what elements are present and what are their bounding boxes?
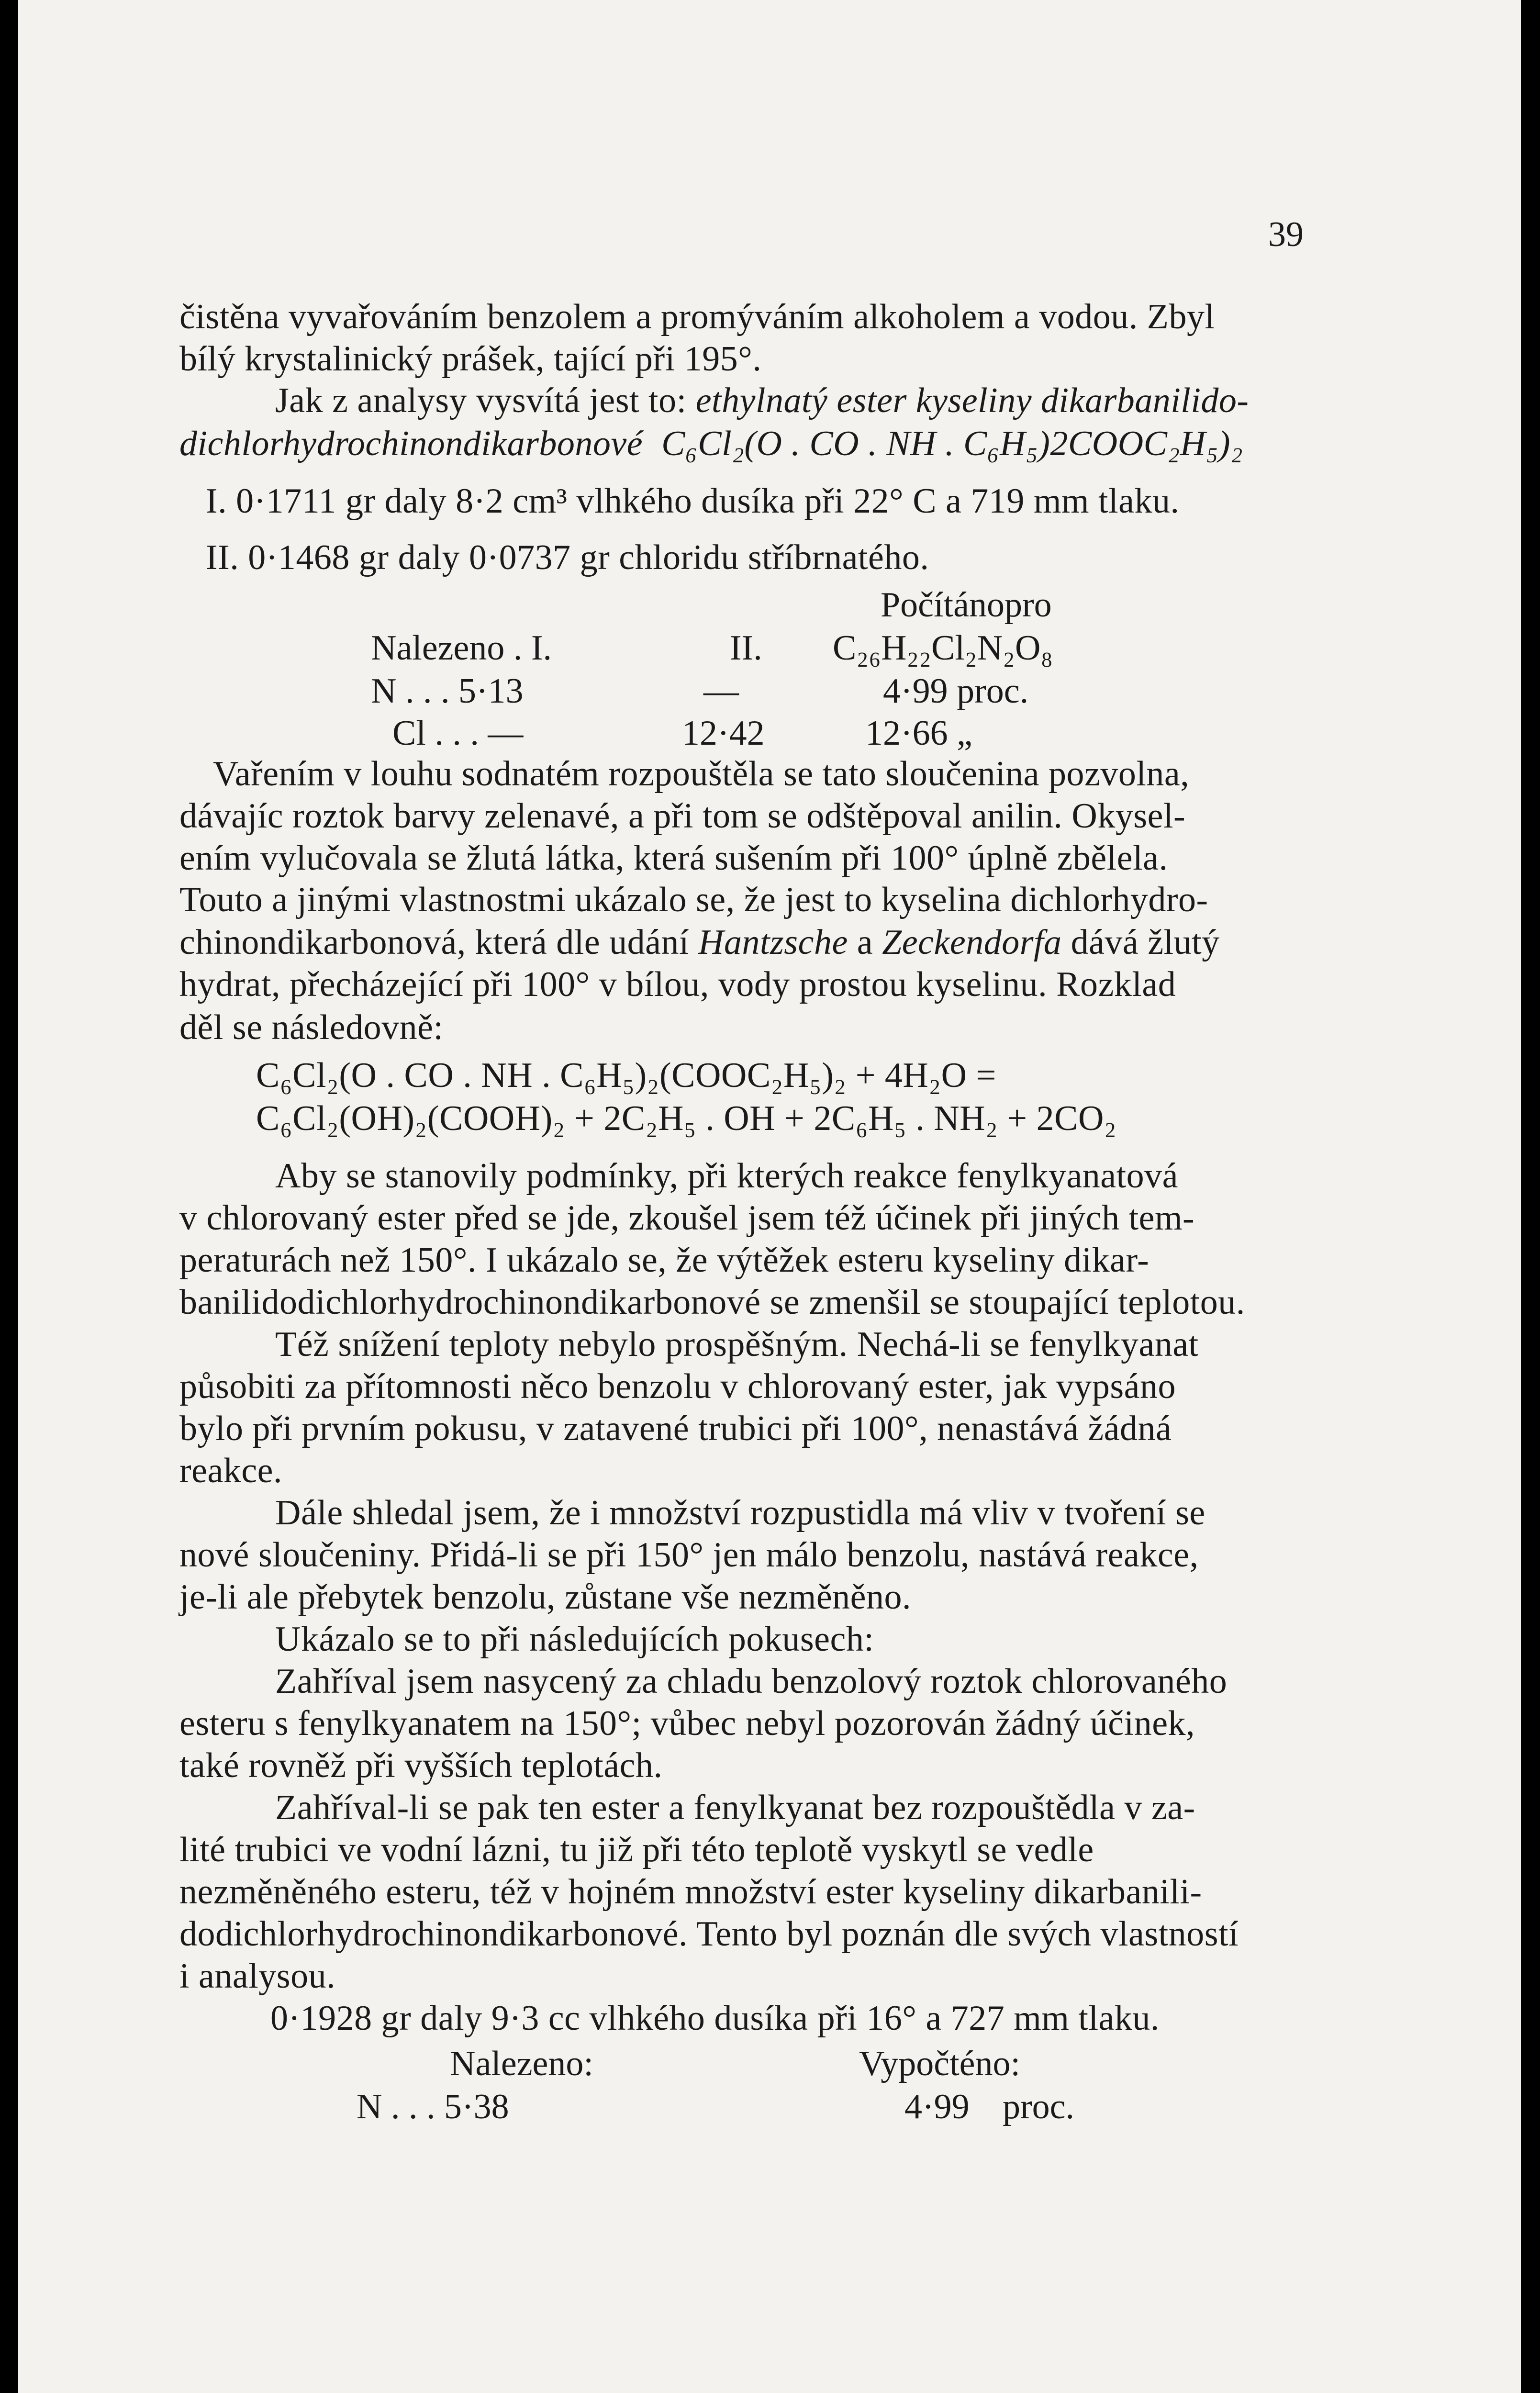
text-line: nové sloučeniny. Přidá-li se při 150° jen málo benzolu, nastává reakce, bbox=[179, 1535, 1199, 1575]
text-line: Dále shledal jsem, že i množství rozpustidla má vliv v tvoření se bbox=[275, 1493, 1205, 1532]
analysis-line: II. 0·1468 gr daly 0·0737 gr chloridu stříbrnatého. bbox=[206, 538, 929, 577]
text-line: dávajíc roztok barvy zelenavé, a při tom se odštěpoval anilin. Okysel- bbox=[179, 796, 1186, 836]
text-line: Zahříval-li se pak ten ester a fenylkyanat bez rozpouštědla v za- bbox=[275, 1788, 1195, 1827]
text-line: Touto a jinými vlastnostmi ukázalo se, že jest to kyselina dichlorhydro- bbox=[179, 880, 1208, 919]
equation: C₆Cl₂(O . CO . NH . C₆H₅)₂(COOC₂H₅)₂ + 4H₂O = bbox=[256, 1056, 996, 1095]
text-line: působiti za přítomnosti něco benzolu v chlorovaný ester, jak vypsáno bbox=[179, 1367, 1176, 1406]
text-line: dodichlorhydrochinondikarbonové. Tento byl poznán dle svých vlastností bbox=[179, 1914, 1239, 1954]
table-cell: — bbox=[703, 671, 739, 711]
text-line: Aby se stanovily podmínky, při kterých reakce fenylkyanatová bbox=[275, 1156, 1178, 1196]
text-line: esteru s fenylkyanatem na 150°; vůbec nebyl pozorován žádný účinek, bbox=[179, 1704, 1195, 1743]
table-cell: 12·42 bbox=[682, 714, 765, 753]
analysis-line: I. 0·1711 gr daly 8·2 cm³ vlhkého dusíka při 22° C a 719 mm tlaku. bbox=[206, 481, 1180, 521]
text-line: Též snížení teploty nebylo prospěšným. Nechá-li se fenylkyanat bbox=[275, 1325, 1199, 1364]
text-line: ením vylučovala se žlutá látka, která sušením při 100° úplně zbělela. bbox=[179, 839, 1168, 878]
compound-name: ethylnatý ester kyseliny dikarbanilido- bbox=[695, 381, 1249, 420]
table-header: Vypočténo: bbox=[859, 2044, 1021, 2083]
text-line: děl se následovně: bbox=[179, 1008, 444, 1047]
text-line: banilidodichlorhydrochinondikarbonové se zmenšil se stoupající teplotou. bbox=[179, 1283, 1245, 1322]
text-line: Ukázalo se to při následujících pokusech: bbox=[275, 1620, 874, 1659]
text-line: čistěna vyvařováním benzolem a promýváním alkoholem a vodou. Zbyl bbox=[179, 297, 1215, 336]
text-line: Zahříval jsem nasycený za chladu benzolový roztok chlorovaného bbox=[275, 1662, 1228, 1701]
author-name: Zeckendorfa bbox=[882, 923, 1062, 962]
text-line: chinondikarbonová, která dle udání Hantzsche a Zeckendorfa dává žlutý bbox=[179, 923, 1220, 962]
text-line: hydrat, přecházející při 100° v bílou, vody prostou kyselinu. Rozklad bbox=[179, 965, 1176, 1004]
text-line: Jak z analysy vysvítá jest to: ethylnatý ester kyseliny dikarbanilido- bbox=[275, 381, 1249, 420]
text-line: nezměněného esteru, též v hojném množství ester kyseliny dikarbanili- bbox=[179, 1872, 1202, 1912]
table-header: II. bbox=[730, 628, 762, 668]
page-number: 39 bbox=[1268, 215, 1304, 254]
table-header: Nalezeno . I. bbox=[371, 628, 552, 668]
formula: C₆Cl₂(O . CO . NH . C₆H₅)2COOC₂H₅)₂ bbox=[661, 424, 1243, 463]
table-cell: proc. bbox=[1003, 2087, 1074, 2126]
table-row-label: Cl . . . — bbox=[392, 714, 524, 753]
text-line: 0·1928 gr daly 9·3 cc vlhkého dusíka při 16° a 727 mm tlaku. bbox=[270, 1999, 1160, 2038]
text-line: i analysou. bbox=[179, 1957, 336, 1996]
author-name: Hantzsche bbox=[698, 923, 848, 962]
table-cell: 4·99 bbox=[904, 2087, 970, 2126]
text-line: bylo při prvním pokusu, v zatavené trubici při 100°, nenastává žádná bbox=[179, 1409, 1172, 1448]
text-line: je-li ale přebytek benzolu, zůstane vše nezměněno. bbox=[179, 1577, 912, 1617]
text-line: Vařením v louhu sodnatém rozpouštěla se tato sloučenina pozvolna, bbox=[213, 754, 1190, 794]
text-line: reakce. bbox=[179, 1451, 283, 1490]
text-line: v chlorovaný ester před se jde, zkoušel jsem též účinek při jiných tem- bbox=[179, 1198, 1195, 1238]
text-line: také rovněž při vyšších teplotách. bbox=[179, 1746, 663, 1785]
table-cell: 12·66 „ bbox=[865, 714, 972, 753]
table-row-label: N . . . 5·38 bbox=[357, 2087, 509, 2126]
text-line: lité trubici ve vodní lázni, tu již při této teplotě vyskytl se vedle bbox=[179, 1830, 1094, 1869]
equation: C₆Cl₂(OH)₂(COOH)₂ + 2C₂H₅ . OH + 2C₆H₅ . NH₂ + 2CO₂ bbox=[256, 1099, 1117, 1138]
scan-border bbox=[1521, 0, 1540, 2393]
table-row-label: N . . . 5·13 bbox=[371, 671, 524, 711]
table-formula: C₂₆H₂₂Cl₂N₂O₈ bbox=[833, 628, 1053, 668]
text-line: bílý krystalinický prášek, tající při 195°. bbox=[179, 339, 762, 379]
table-header: Nalezeno: bbox=[450, 2044, 593, 2083]
text-line: peraturách než 150°. I ukázalo se, že výtěžek esteru kyseliny dikar- bbox=[179, 1241, 1149, 1280]
table-header: Počítánopro bbox=[881, 585, 1052, 625]
table-cell: 4·99 proc. bbox=[883, 671, 1029, 711]
text-line: dichlorhydrochinondikarbonové C₆Cl₂(O . CO . NH . C₆H₅)2COOC₂H₅)₂ bbox=[179, 424, 1243, 463]
